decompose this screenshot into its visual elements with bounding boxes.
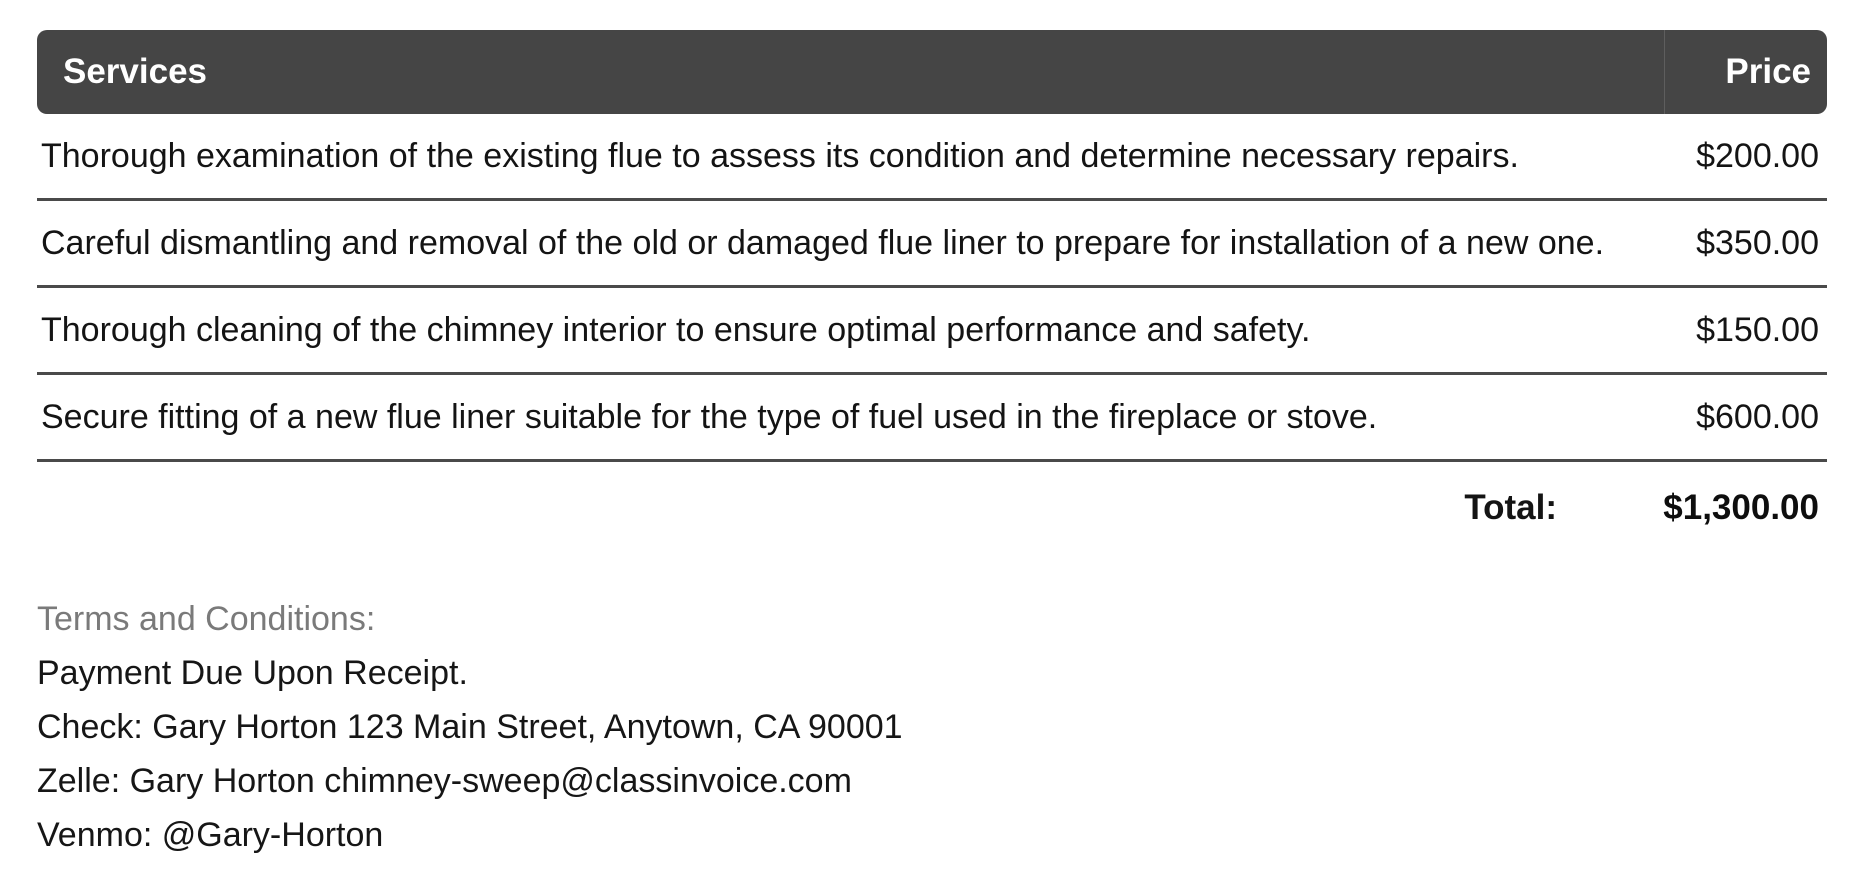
column-header-services: Services — [63, 52, 208, 91]
terms-line-check: Check: Gary Horton 123 Main Street, Anytown, CA 90001 — [37, 708, 903, 746]
service-price: $600.00 — [1696, 397, 1819, 436]
terms-heading: Terms and Conditions: — [37, 600, 376, 638]
terms-line-zelle: Zelle: Gary Horton chimney-sweep@classinvoice.com — [37, 762, 852, 800]
service-description: Thorough cleaning of the chimney interior to ensure optimal performance and safety. — [41, 311, 1311, 349]
total-row — [37, 462, 1827, 528]
service-description: Thorough examination of the existing flue to assess its condition and determine necessary repairs. — [41, 137, 1519, 175]
terms-line-payment: Payment Due Upon Receipt. — [37, 654, 468, 692]
table-header-row — [37, 30, 1827, 114]
service-price: $200.00 — [1696, 136, 1819, 175]
table-row — [37, 114, 1827, 201]
table-row — [37, 288, 1827, 375]
service-description: Careful dismantling and removal of the old or damaged flue liner to prepare for installation of a new one. — [41, 224, 1605, 262]
terms-line-venmo: Venmo: @Gary-Horton — [37, 816, 384, 854]
service-description: Secure fitting of a new flue liner suitable for the type of fuel used in the fireplace or stove. — [41, 398, 1378, 436]
service-price: $350.00 — [1696, 223, 1819, 262]
total-label: Total: — [1464, 488, 1557, 527]
total-value: $1,300.00 — [1663, 488, 1819, 527]
table-row — [37, 201, 1827, 288]
service-price: $150.00 — [1696, 310, 1819, 349]
table-row — [37, 375, 1827, 462]
column-header-price: Price — [1664, 30, 1827, 114]
terms-section — [37, 592, 1868, 862]
services-table — [37, 30, 1827, 528]
